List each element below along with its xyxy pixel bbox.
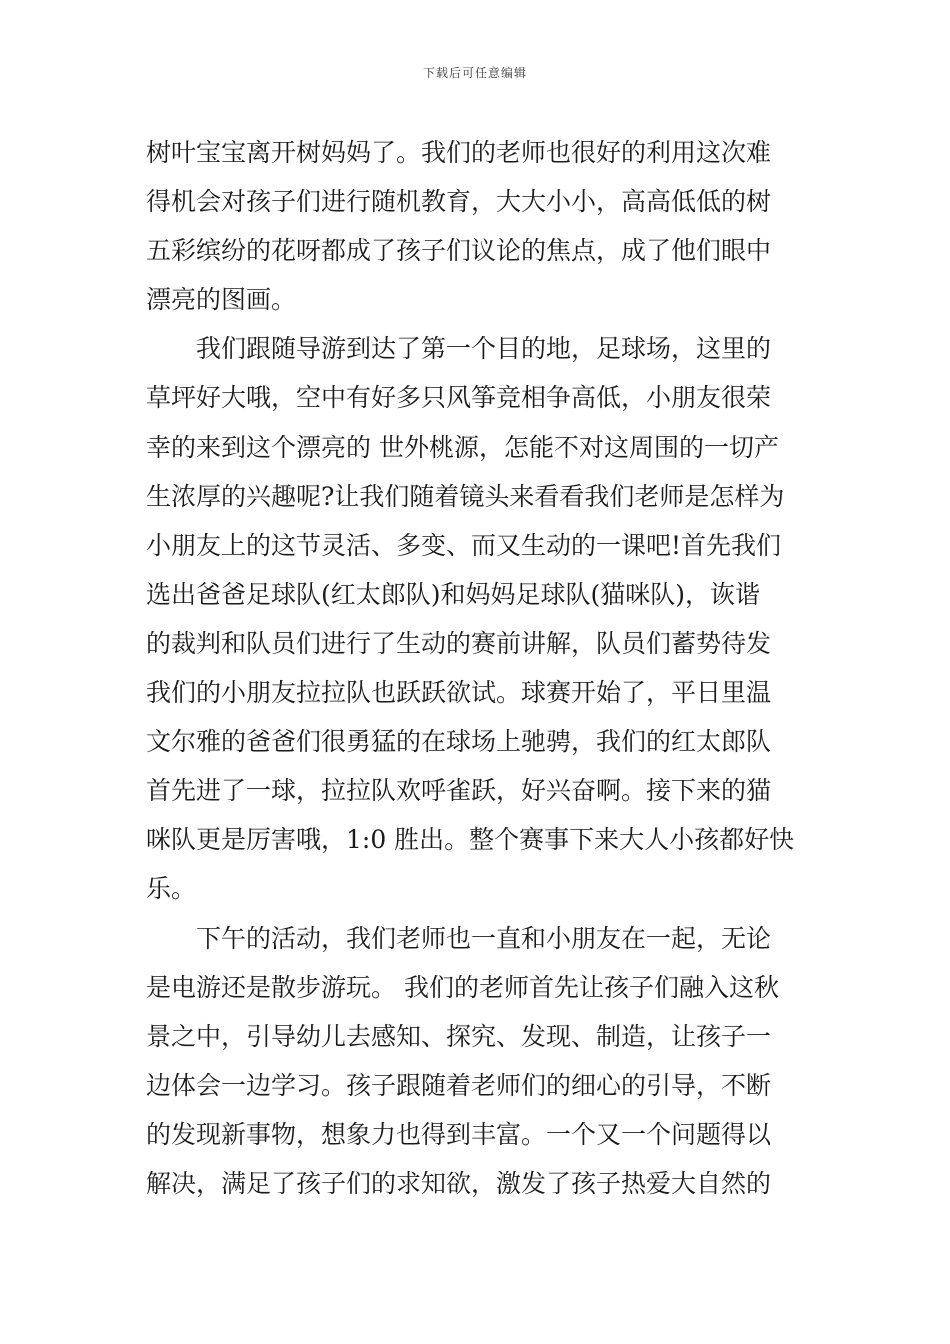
text-line: 得机会对孩子们进行随机教育，大大小小，高高低低的树 bbox=[146, 187, 772, 217]
text-line: 五彩缤纷的花呀都成了孩子们议论的焦点，成了他们眼中 bbox=[146, 236, 772, 266]
text-line: 幸的来到这个漂亮的 世外桃源，怎能不对这周围的一切产 bbox=[146, 432, 779, 462]
page-header: 下载后可任意编辑 bbox=[422, 66, 527, 80]
text-line: 小朋友上的这节灵活、多变、而又生动的一课吧!首先我们 bbox=[146, 530, 782, 560]
text-line: 乐。 bbox=[146, 874, 197, 904]
text-line: 是电游还是散步游玩。 我们的老师首先让孩子们融入这秋 bbox=[146, 972, 779, 1002]
text-line: 我们的小朋友拉拉队也跃跃欲试。球赛开始了，平日里温 bbox=[146, 678, 772, 708]
text-line: 选出爸爸足球队(红太郎队)和妈妈足球队(猫咪队)，诙谐 bbox=[146, 579, 761, 609]
text-line: 首先进了一球，拉拉队欢呼雀跃，好兴奋啊。接下来的猫 bbox=[146, 776, 772, 806]
text-line: 生浓厚的兴趣呢?让我们随着镜头来看看我们老师是怎样为 bbox=[146, 481, 785, 511]
document-body bbox=[146, 128, 810, 1208]
text-line: 的裁判和队员们进行了生动的赛前讲解，队员们蓄势待发 bbox=[146, 628, 772, 658]
text-line: 草坪好大哦，空中有好多只风筝竞相争高低，小朋友很荣 bbox=[146, 383, 772, 413]
text-line: 的发现新事物，想象力也得到丰富。一个又一个问题得以 bbox=[146, 1119, 772, 1149]
text-line: 解决，满足了孩子们的求知欲，激发了孩子热爱大自然的 bbox=[146, 1168, 772, 1198]
text-line: 下午的活动，我们老师也一直和小朋友在一起，无论 bbox=[146, 923, 772, 953]
text-line: 漂亮的图画。 bbox=[146, 285, 297, 315]
text-line: 景之中，引导幼儿去感知、探究、发现、制造，让孩子一 bbox=[146, 1021, 772, 1051]
text-line: 边体会一边学习。孩子跟随着老师们的细心的引导，不断 bbox=[146, 1070, 772, 1100]
text-line: 树叶宝宝离开树妈妈了。我们的老师也很好的利用这次难 bbox=[146, 138, 772, 167]
text-line: 文尔雅的爸爸们很勇猛的在球场上驰骋，我们的红太郎队 bbox=[146, 727, 772, 757]
text-line: 咪队更是厉害哦，1:0 胜出。整个赛事下来大人小孩都好快 bbox=[146, 825, 795, 855]
text-line: 我们跟随导游到达了第一个目的地，足球场，这里的 bbox=[146, 334, 772, 364]
